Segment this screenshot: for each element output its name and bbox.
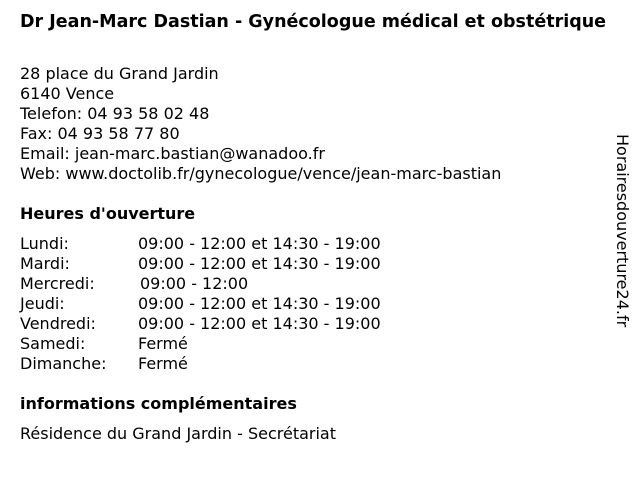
- site-watermark: Horairesdouverture24.fr: [613, 134, 632, 328]
- opening-hours-heading: Heures d'ouverture: [20, 204, 196, 223]
- contact-block: [20, 64, 501, 184]
- time-value: 09:00 - 12:00 et 14:30 - 19:00: [138, 314, 381, 333]
- website-url: Web: www.doctolib.fr/gynecologue/vence/jean-marc-bastian: [20, 164, 502, 183]
- day-label: Mercredi:: [20, 274, 95, 293]
- day-label: Dimanche:: [20, 354, 107, 373]
- time-value: 09:00 - 12:00: [140, 274, 249, 293]
- day-label: Mardi:: [20, 254, 70, 273]
- address-city: 6140 Vence: [20, 84, 115, 103]
- time-value: Fermé: [138, 334, 188, 353]
- page-title: Dr Jean-Marc Dastian - Gynécologue médical et obstétrique: [20, 12, 607, 32]
- fax-number: Fax: 04 93 58 77 80: [20, 124, 180, 143]
- email-address: Email: jean-marc.bastian@wanadoo.fr: [20, 144, 325, 163]
- phone-number: Telefon: 04 93 58 02 48: [20, 104, 210, 123]
- additional-info-heading: informations complémentaires: [20, 394, 297, 413]
- day-label: Samedi:: [20, 334, 86, 353]
- time-value: Fermé: [138, 354, 188, 373]
- day-label: Jeudi:: [20, 294, 65, 313]
- day-label: Lundi:: [20, 234, 69, 253]
- time-value: 09:00 - 12:00 et 14:30 - 19:00: [138, 254, 381, 273]
- time-value: 09:00 - 12:00 et 14:30 - 19:00: [138, 294, 381, 313]
- time-value: 09:00 - 12:00 et 14:30 - 19:00: [138, 234, 381, 253]
- day-label: Vendredi:: [20, 314, 96, 333]
- additional-info-text: Résidence du Grand Jardin - Secrétariat: [20, 424, 336, 443]
- address-street: 28 place du Grand Jardin: [20, 64, 219, 83]
